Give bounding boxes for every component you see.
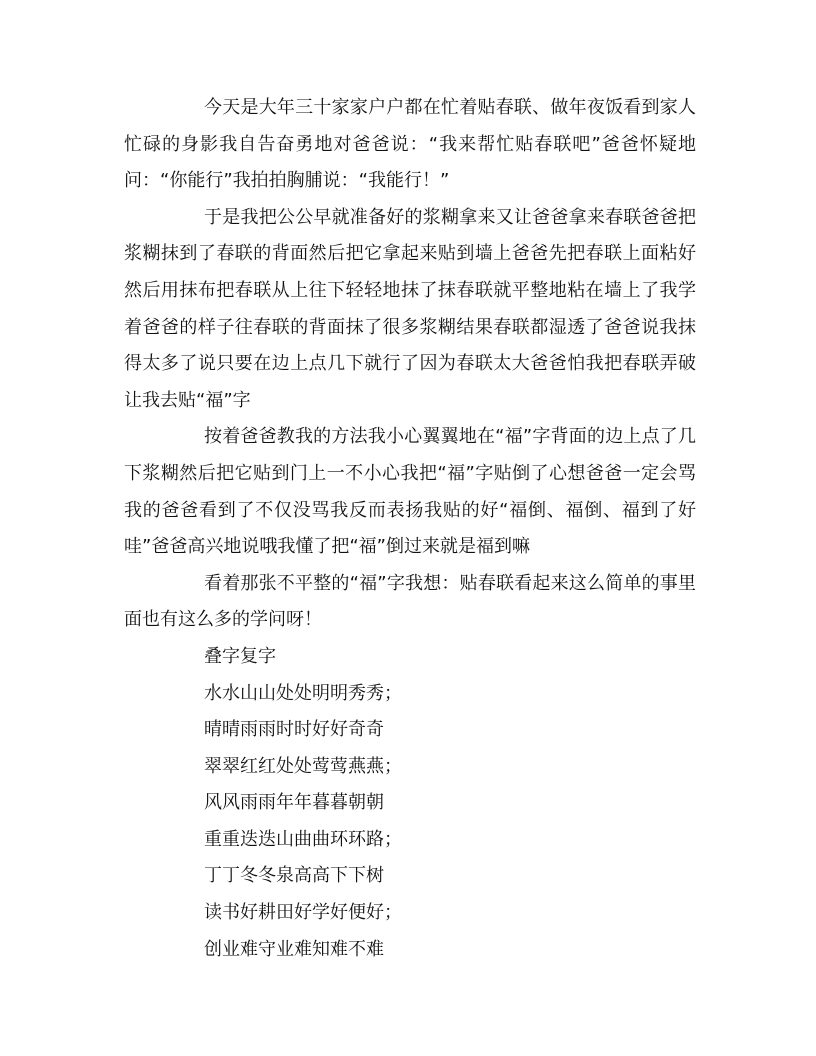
couplet-line: 水水山山处处明明秀秀； xyxy=(204,682,402,704)
paragraph-4: 看着那张不平整的“福”字我想：贴春联看起来这么简单的事里面也有这么多的学问呀！ xyxy=(124,572,696,631)
paragraph-3: 按着爸爸教我的方法我小心翼翼地在“福”字背面的边上点了几下浆糊然后把它贴到门上一不小心我把“福”字贴倒了心想爸爸一定会骂我的爸爸看到了不仅没骂我反而表扬我贴的好“福倒、福倒、福到了好哇”爸爸高兴地说哦我懂了把“福”倒过来就是福到嘛 xyxy=(124,426,696,558)
paragraph-2: 于是我把公公早就准备好的浆糊拿来又让爸爸拿来春联爸爸把浆糊抹到了春联的背面然后把它拿起来贴到墙上爸爸先把春联上面粘好然后用抹布把春联从上往下轻轻地抹了抹春联就平整地粘在墙上了我学着爸爸的样子往春联的背面抹了很多浆糊结果春联都湿透了爸爸说我抹得太多了说只要在边上点几下就行了因为春联太大爸爸怕我把春联弄破让我去贴“福”字 xyxy=(124,206,696,411)
couplet-heading: 叠字复字 xyxy=(204,645,276,667)
couplet-line: 晴晴雨雨时时好好奇奇 xyxy=(204,719,384,741)
paragraph-1: 今天是大年三十家家户户都在忙着贴春联、做年夜饭看到家人忙碌的身影我自告奋勇地对爸爸说：“我来帮忙贴春联吧”爸爸怀疑地问：“你能行”我拍拍胸脯说：“我能行！” xyxy=(124,97,696,192)
couplet-line: 风风雨雨年年暮暮朝朝 xyxy=(204,792,384,814)
couplet-line: 读书好耕田好学好便好； xyxy=(204,902,402,924)
document-body xyxy=(124,90,696,968)
couplet-line: 创业难守业难知难不难 xyxy=(204,938,384,960)
couplet-list xyxy=(124,639,696,968)
couplet-line: 翠翠红红处处莺莺燕燕； xyxy=(204,755,402,777)
couplet-line: 丁丁冬冬泉高高下下树 xyxy=(204,865,384,887)
couplet-line: 重重迭迭山曲曲环环路； xyxy=(204,828,402,850)
